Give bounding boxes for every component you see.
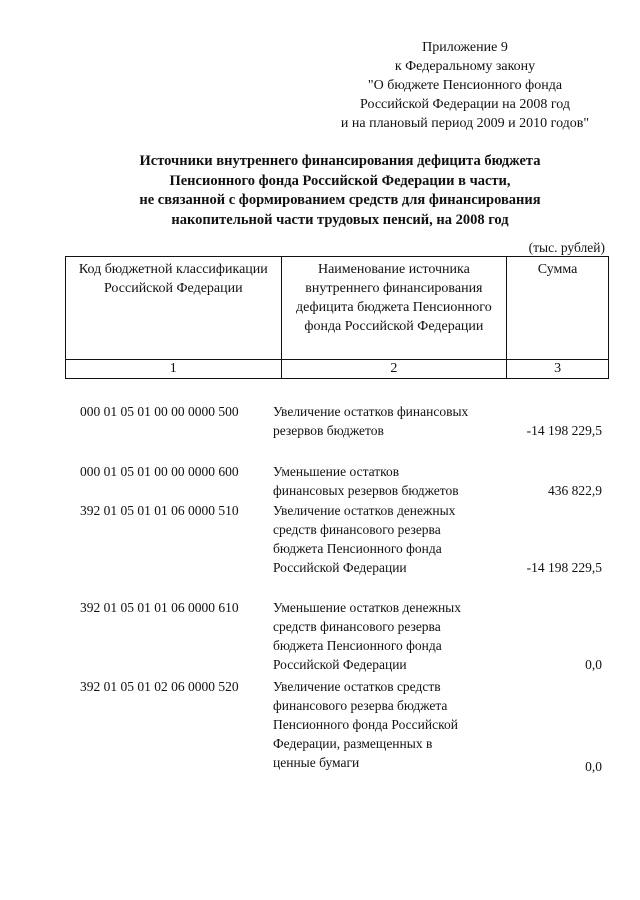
column-number: 3 [507, 360, 609, 379]
row-code: 392 01 05 01 02 06 0000 520 [80, 679, 239, 694]
row-name-line: Российской Федерации [273, 560, 407, 575]
appendix-line: Российской Федерации на 2008 год [360, 97, 570, 112]
units-label: (тыс. рублей) [528, 240, 605, 255]
appendix-line: к Федеральному закону [394, 59, 536, 74]
row-name-line: Уменьшение остатков денежных [273, 600, 461, 615]
row-name-line: средств финансового резерва [273, 522, 441, 537]
table-header [65, 256, 609, 379]
row-name-line: средств финансового резерва [273, 619, 441, 634]
row-name-line: финансового резерва бюджета [273, 698, 448, 713]
table-body [60, 402, 612, 772]
appendix-reference [300, 38, 630, 133]
column-number: 1 [66, 360, 282, 379]
row-name-line: Увеличение остатков средств [273, 679, 441, 694]
row-code: 392 01 05 01 01 06 0000 610 [80, 600, 239, 615]
column-number: 2 [281, 360, 507, 379]
row-name-line: Уменьшение остатков [273, 464, 400, 479]
table-row [60, 462, 612, 500]
row-name-line: финансовых резервов бюджетов [273, 483, 459, 498]
appendix-line: "О бюджете Пенсионного фонда [367, 78, 563, 93]
row-name-line: Увеличение остатков денежных [273, 503, 456, 518]
row-name-line: резервов бюджетов [273, 423, 384, 438]
row-name-line: Увеличение остатков финансовых [273, 404, 469, 419]
header-amount-column: Сумма [507, 257, 609, 360]
row-code: 392 01 05 01 01 06 0000 510 [80, 503, 239, 518]
document-title [60, 152, 620, 230]
header-name-column: Наименование источника внутреннего финансирования дефицита бюджета Пенсионного фонда Российской Федерации [281, 257, 507, 360]
row-name-line: Федерации, размещенных в [273, 736, 433, 751]
header-code-column: Код бюджетной классификации Российской Федерации [66, 257, 282, 360]
row-code: 000 01 05 01 00 00 0000 600 [80, 464, 239, 479]
row-name [273, 462, 518, 500]
appendix-line: и на плановый период 2009 и 2010 годов" [340, 116, 590, 131]
row-name [273, 501, 518, 577]
row-name [273, 402, 518, 440]
appendix-line: Приложение 9 [422, 40, 508, 55]
row-amount: -14 198 229,5 [526, 423, 602, 438]
table-row [60, 677, 612, 772]
row-name-line: бюджета Пенсионного фонда [273, 541, 442, 556]
title-line: накопительной части трудовых пенсий, на 2008 год [171, 211, 509, 228]
title-line: Пенсионного фонда Российской Федерации в части, [169, 172, 511, 189]
table-row [60, 501, 612, 577]
row-name-line: бюджета Пенсионного фонда [273, 638, 442, 653]
row-amount: 436 822,9 [548, 483, 602, 498]
title-line: Источники внутреннего финансирования дефицита бюджета [139, 153, 541, 169]
row-amount: 0,0 [585, 657, 602, 672]
row-code: 000 01 05 01 00 00 0000 500 [80, 404, 239, 419]
row-name [273, 598, 518, 674]
row-name [273, 677, 518, 772]
table-row [60, 598, 612, 674]
table-row [60, 402, 612, 440]
row-name-line: Российской Федерации [273, 657, 407, 672]
row-name-line: ценные бумаги [273, 755, 360, 770]
row-amount: -14 198 229,5 [526, 560, 602, 575]
title-line: не связанной с формированием средств для финансирования [139, 192, 541, 208]
row-name-line: Пенсионного фонда Российской [273, 717, 458, 732]
row-amount: 0,0 [585, 759, 602, 774]
